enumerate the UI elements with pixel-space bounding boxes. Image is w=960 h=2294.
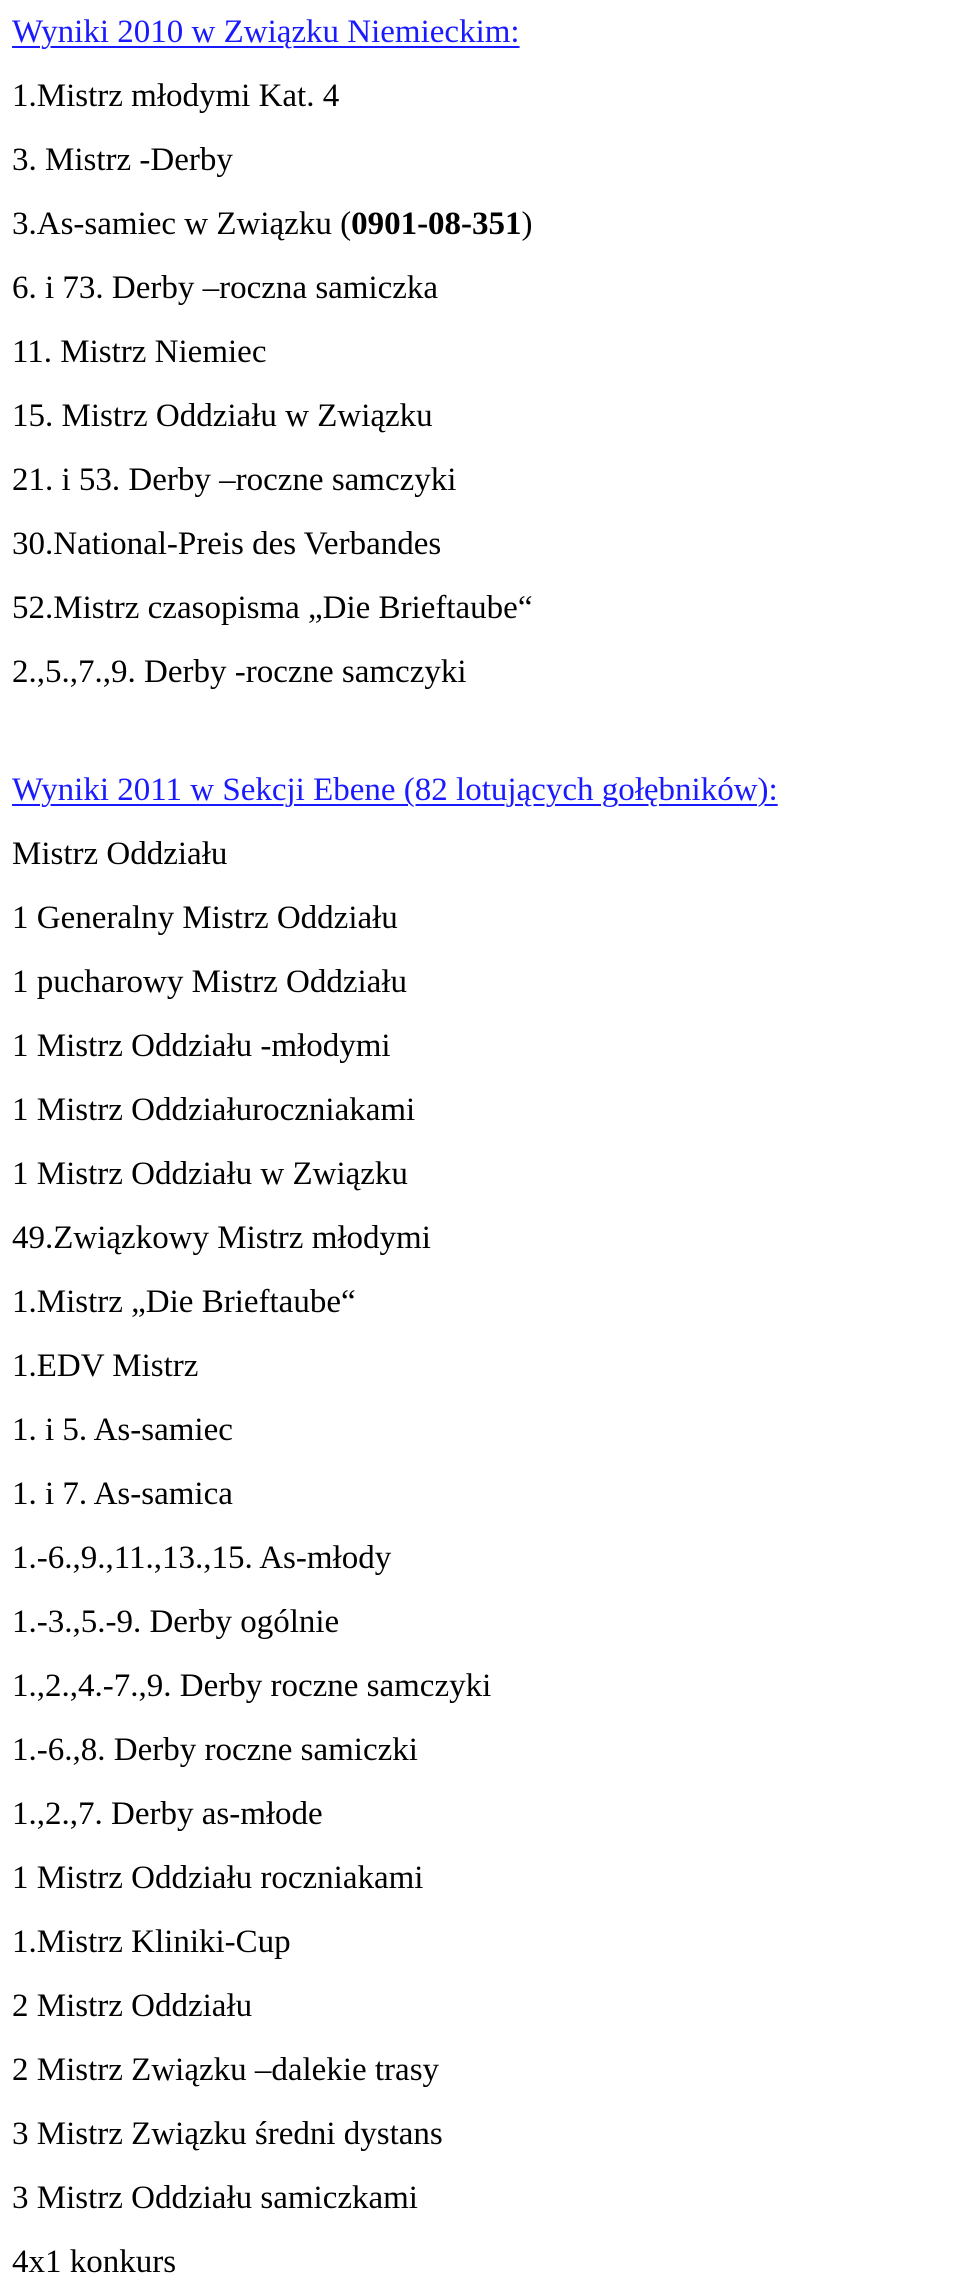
result-line: 11. Mistrz Niemiec — [12, 334, 267, 370]
section-heading-2010: Wyniki 2010 w Związku Niemieckim: — [12, 14, 520, 50]
result-line-text: 3.As-samiec w Związku ( — [12, 206, 352, 242]
ring-number: 0901-08-351 — [351, 206, 522, 242]
result-line: 2 Mistrz Oddziału — [12, 1988, 253, 2024]
result-line: 6. i 73. Derby –roczna samiczka — [12, 270, 439, 306]
result-line: 3 Mistrz Związku średni dystans — [12, 2116, 443, 2152]
result-line: 4x1 konkurs — [12, 2244, 177, 2280]
result-line: 1.EDV Mistrz — [12, 1348, 199, 1384]
result-line: 1. i 5. As-samiec — [12, 1412, 233, 1448]
ring-close: ) — [521, 206, 533, 242]
result-line: 1 Mistrz Oddziału w Związku — [12, 1156, 408, 1192]
result-line: Mistrz Oddziału — [12, 836, 228, 872]
result-line: 3. Mistrz -Derby — [12, 142, 233, 178]
result-line: 1 Mistrz Oddziałuroczniakami — [12, 1092, 416, 1128]
result-line: 49.Związkowy Mistrz młodymi — [12, 1220, 431, 1256]
result-line: 1.-6.,9.,11.,13.,15. As-młody — [12, 1540, 392, 1576]
section-heading-2011: Wyniki 2011 w Sekcji Ebene (82 lotujących gołębników): — [12, 772, 778, 808]
result-line — [12, 192, 952, 256]
results-2010-section — [12, 0, 952, 704]
results-2011-section — [12, 758, 952, 2294]
result-line: 52.Mistrz czasopisma „Die Brieftaube“ — [12, 590, 533, 626]
result-line: 2.,5.,7.,9. Derby -roczne samczyki — [12, 654, 467, 690]
result-line: 1.,2.,7. Derby as-młode — [12, 1796, 323, 1832]
result-line: 1 Mistrz Oddziału -młodymi — [12, 1028, 391, 1064]
result-line: 2 Mistrz Związku –dalekie trasy — [12, 2052, 440, 2088]
result-line: 15. Mistrz Oddziału w Związku — [12, 398, 433, 434]
result-line: 1.Mistrz „Die Brieftaube“ — [12, 1284, 356, 1320]
result-line: 1.,2.,4.-7.,9. Derby roczne samczyki — [12, 1668, 492, 1704]
result-line: 1.-6.,8. Derby roczne samiczki — [12, 1732, 418, 1768]
result-line: 1.Mistrz młodymi Kat. 4 — [12, 78, 340, 114]
result-line: 1 Mistrz Oddziału roczniakami — [12, 1860, 424, 1896]
result-line: 1.-3.,5.-9. Derby ogólnie — [12, 1604, 340, 1640]
result-line: 30.National-Preis des Verbandes — [12, 526, 442, 562]
result-line: 1.Mistrz Kliniki-Cup — [12, 1924, 291, 1960]
result-line: 3 Mistrz Oddziału samiczkami — [12, 2180, 418, 2216]
result-line: 1 Generalny Mistrz Oddziału — [12, 900, 398, 936]
result-line: 21. i 53. Derby –roczne samczyki — [12, 462, 457, 498]
result-line: 1. i 7. As-samica — [12, 1476, 233, 1512]
result-line: 1 pucharowy Mistrz Oddziału — [12, 964, 407, 1000]
